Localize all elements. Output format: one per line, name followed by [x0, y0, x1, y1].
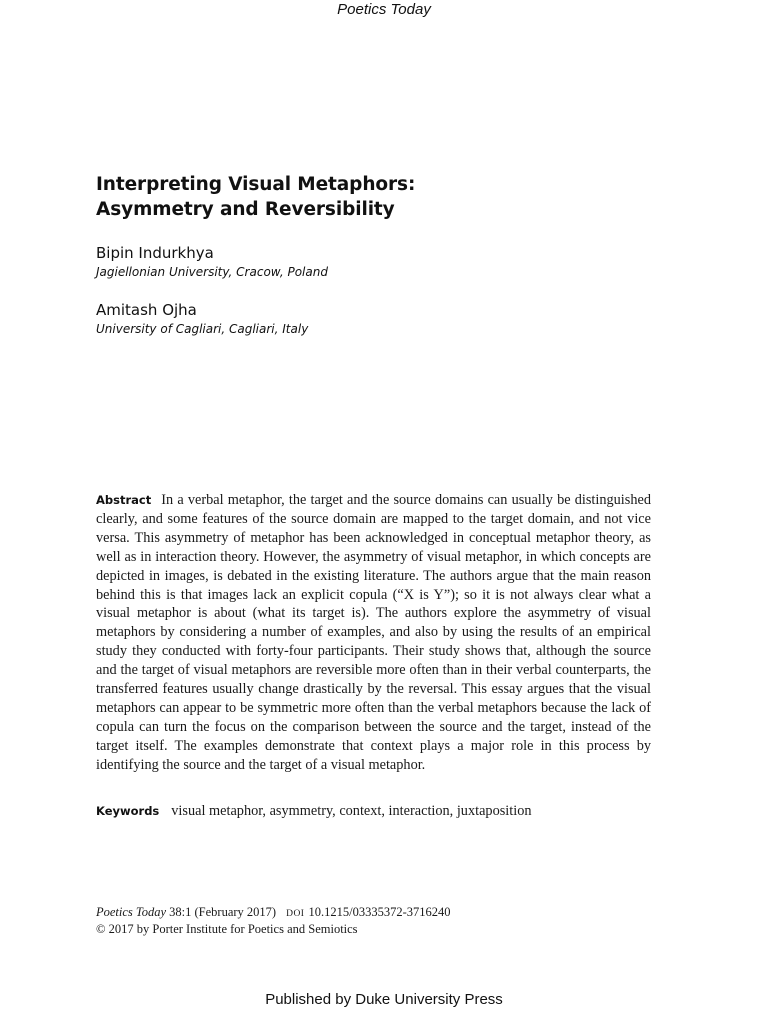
abstract [96, 491, 651, 775]
citation-issue: 38:1 (February 2017) [169, 905, 277, 919]
title-line-1: Interpreting Visual Metaphors: [96, 174, 416, 195]
keywords-text: visual metaphor, asymmetry, context, interaction, juxtaposition [171, 803, 532, 819]
doi-label: DOI [286, 909, 305, 919]
running-head: Poetics Today [337, 1, 431, 18]
abstract-text: In a verbal metaphor, the target and the source domains can usually be distinguished clearly, and some features of the source domain are mapped to the target domain, and not vice versa. This asymmetry of metaphor has been acknowledged in conceptual metaphor theory, as well as in interaction theory. However, the asymmetry of visual metaphor, in which concepts are depicted in images, is debated in the existing literature. The authors argue that the main reason behind this is that images lack an explicit copula (“X is Y”); so it is not always clear what a visual metaphor is about (what its target is). The authors explore the asymmetry of visual metaphors by considering a number of examples, and also by using the results of an empirical study they conducted with forty-four participants. Their study shows that, although the source and the target of visual metaphors are reversible more often than in their verbal counterparts, the transferred features usually change drastically by the reversal. This essay argues that the visual metaphors can appear to be symmetric more often than the verbal metaphors because the lack of copula can turn the focus on the comparison between the source and the target, instead of the target itself. The examples demonstrate that context plays a major role in this process by identifying the source and the target of a visual metaphor. [96, 492, 651, 773]
doi-link[interactable]: 10.1215/03335372-3716240 [308, 905, 451, 919]
author-affiliation: University of Cagliari, Cagliari, Italy [96, 322, 309, 336]
author-block-2 [96, 301, 308, 338]
citation-line [96, 905, 656, 922]
copyright-line: © 2017 by Porter Institute for Poetics and Semiotics [96, 922, 358, 936]
abstract-label: Abstract [96, 493, 152, 507]
author-name: Amitash Ojha [96, 301, 197, 319]
title-line-2: Asymmetry and Reversibility [96, 199, 395, 220]
author-block-1 [96, 244, 328, 281]
citation-journal: Poetics Today [96, 905, 167, 919]
author-affiliation: Jagiellonian University, Cracow, Poland [96, 265, 328, 279]
keywords [96, 802, 656, 821]
author-name: Bipin Indurkhya [96, 244, 214, 262]
keywords-label: Keywords [96, 804, 160, 818]
publisher-footer: Published by Duke University Press [265, 991, 503, 1008]
citation-block [96, 905, 656, 937]
article-title [96, 172, 656, 222]
